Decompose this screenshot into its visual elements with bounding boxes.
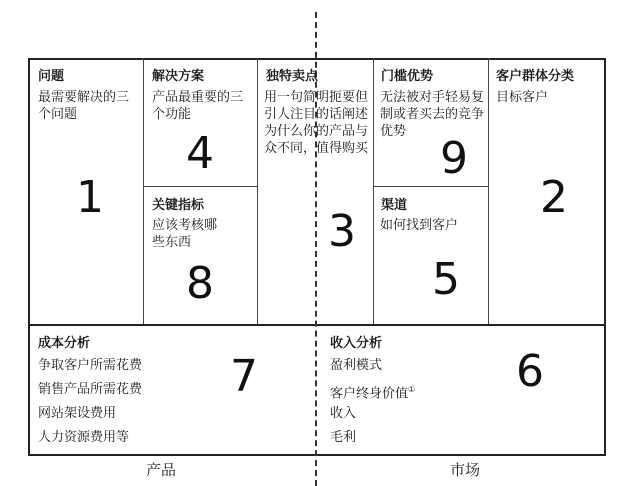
list-item: 收入 bbox=[330, 406, 357, 421]
unfair-advantage-number: 9 bbox=[440, 133, 468, 184]
list-item bbox=[330, 378, 415, 402]
revenue-streams-number: 6 bbox=[516, 346, 544, 397]
divider-bottom-section bbox=[28, 324, 606, 326]
customer-segments-title: 客户群体分类 bbox=[496, 69, 575, 84]
problem-title: 问题 bbox=[38, 69, 65, 84]
footer-market-label: 市场 bbox=[450, 461, 481, 479]
key-metrics-desc: 应该考核哪些东西 bbox=[152, 218, 218, 250]
list-item: 毛利 bbox=[330, 430, 357, 445]
customer-segments-desc: 目标客户 bbox=[496, 90, 549, 105]
list-item: 争取客户所需花费 bbox=[38, 358, 143, 373]
divider-col-2 bbox=[257, 58, 258, 324]
key-metrics-number: 8 bbox=[186, 258, 214, 309]
divider-col-1 bbox=[143, 58, 144, 324]
cost-structure-list bbox=[38, 354, 142, 450]
uvp-title: 独特卖点 bbox=[266, 69, 319, 84]
uvp-desc: 用一句简明扼要但引人注目的话阐述为什么你的产品与众不同，值得购买 bbox=[264, 90, 369, 156]
divider-col-4 bbox=[488, 58, 489, 324]
unfair-advantage-title: 门槛优势 bbox=[381, 69, 434, 84]
problem-desc: 最需要解决的三个问题 bbox=[38, 90, 130, 122]
unfair-advantage-desc: 无法被对手轻易复制或者买去的竞争优势 bbox=[380, 90, 485, 139]
key-metrics-title: 关键指标 bbox=[152, 198, 205, 213]
channels-number: 5 bbox=[432, 254, 460, 305]
list-item: 人力资源费用等 bbox=[38, 430, 130, 445]
footer-product-label: 产品 bbox=[146, 461, 177, 479]
solution-desc: 产品最重要的三个功能 bbox=[152, 90, 244, 122]
revenue-item-ltv: 客户终身价值 bbox=[330, 386, 409, 402]
list-item: 盈利模式 bbox=[330, 358, 383, 373]
cost-structure-title: 成本分析 bbox=[38, 336, 91, 351]
uvp-number: 3 bbox=[328, 206, 356, 257]
cost-structure-number: 7 bbox=[230, 351, 258, 402]
channels-desc: 如何找到客户 bbox=[380, 218, 459, 233]
solution-number: 4 bbox=[186, 128, 214, 179]
divider-col-3 bbox=[373, 58, 374, 324]
divider-solution-metrics bbox=[143, 186, 258, 187]
solution-title: 解决方案 bbox=[152, 69, 205, 84]
footnote-marker: ① bbox=[408, 385, 416, 394]
channels-title: 渠道 bbox=[381, 198, 408, 213]
customer-segments-number: 2 bbox=[540, 172, 568, 223]
list-item: 网站架设费用 bbox=[38, 406, 117, 421]
list-item: 销售产品所需花费 bbox=[38, 382, 143, 397]
revenue-streams-title: 收入分析 bbox=[330, 336, 383, 351]
problem-number: 1 bbox=[76, 172, 104, 223]
divider-advantage-channels bbox=[373, 186, 489, 187]
revenue-streams-list bbox=[330, 354, 415, 450]
